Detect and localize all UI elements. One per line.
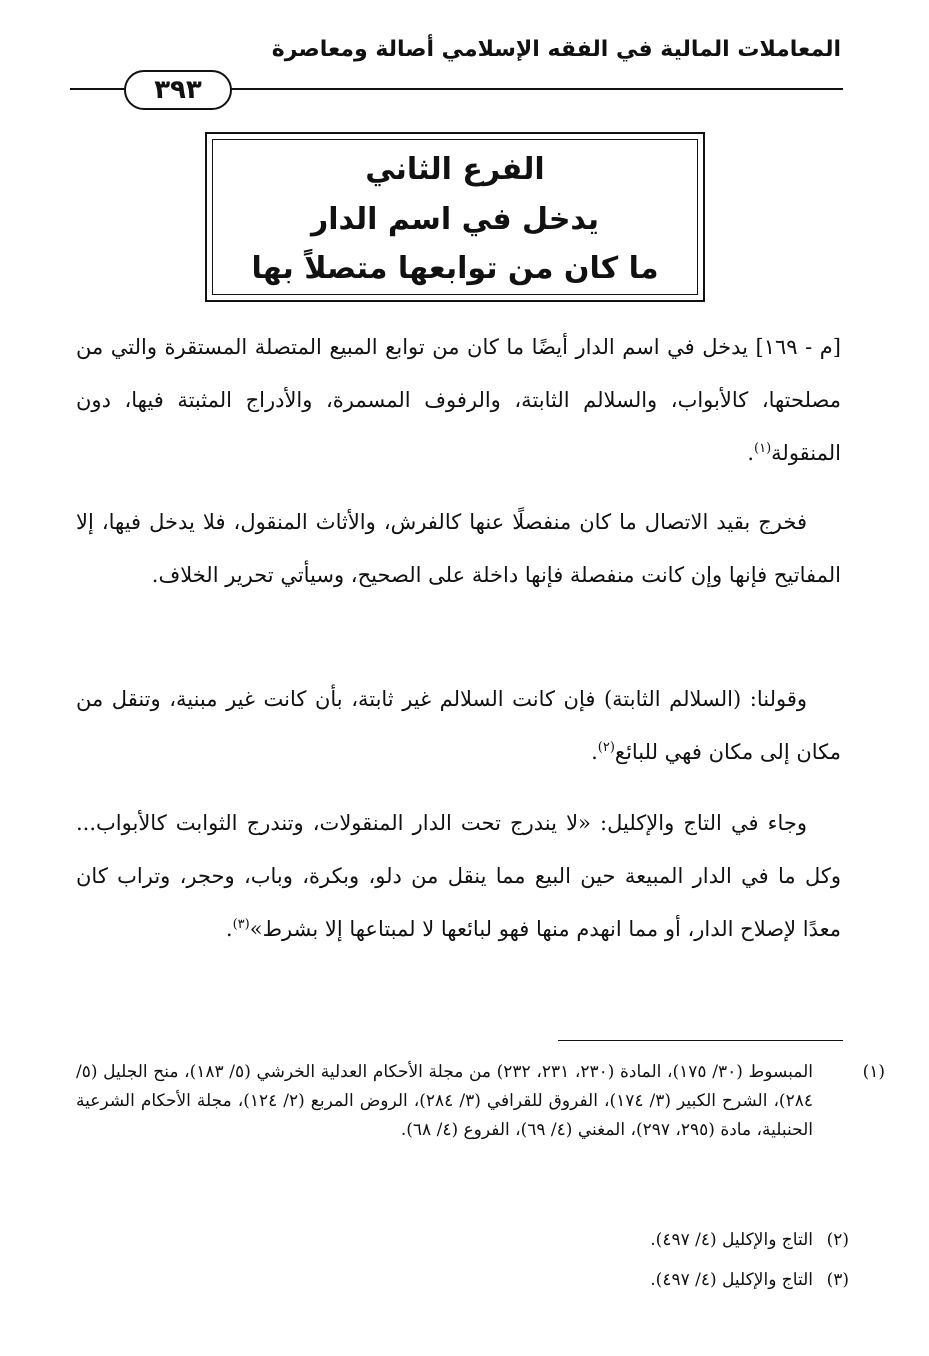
footnote-3-text: التاج والإكليل (٤/ ٤٩٧).	[650, 1270, 813, 1290]
section-title-inner-frame	[212, 139, 698, 295]
section-title-line-3: ما كان من توابعها متصلاً بها	[251, 251, 659, 286]
footnote-ref-1: (١)	[754, 441, 772, 456]
section-title-line-2: يدخل في اسم الدار	[310, 202, 600, 237]
header-rule-left	[70, 88, 126, 90]
footnote-3-marker: (٣)	[826, 1270, 849, 1290]
footnote-2-text: التاج والإكليل (٤/ ٤٩٧).	[650, 1230, 813, 1250]
body-paragraph-1	[76, 321, 841, 480]
footnote-separator	[558, 1040, 843, 1041]
paragraph-1-text: [م - ١٦٩] يدخل في اسم الدار أيضًا ما كان من توابع المبيع المتصلة المستقرة والتي من مصلحتها، كالأبواب، والسلالم الثابتة، والرفوف المسمرة، والأدراج المثبتة فيها، دون المنقولة	[76, 335, 841, 465]
paragraph-3-end: .	[591, 740, 598, 764]
running-header-title: المعاملات المالية في الفقه الإسلامي أصالة ومعاصرة	[271, 37, 841, 62]
footnote-2-marker: (٢)	[826, 1230, 849, 1250]
paragraph-3-text: وقولنا: (السلالم الثابتة) فإن كانت السلالم غير ثابتة، بأن كانت غير مبنية، وتنقل من مكان إلى مكان فهي للبائع	[76, 687, 841, 764]
footnote-1-marker: (١)	[862, 1062, 886, 1082]
body-paragraph-2	[76, 496, 841, 602]
paragraph-2-text: فخرج بقيد الاتصال ما كان منفصلًا عنها كالفرش، والأثاث المنقول، فلا يدخل فيها، إلا المفاتيح فإنها وإن كانت منفصلة فإنها داخلة على الصحيح، وسيأتي تحرير الخلاف.	[76, 510, 841, 587]
footnote-2	[76, 1226, 849, 1255]
footnote-ref-2: (٢)	[597, 740, 615, 755]
body-paragraph-3	[76, 673, 841, 779]
paragraph-4-end: .	[225, 917, 233, 941]
footnote-3	[76, 1266, 849, 1295]
section-title-box	[205, 132, 705, 302]
footnote-1	[76, 1058, 886, 1145]
paragraph-4-text: وجاء في التاج والإكليل: «لا يندرج تحت الدار المنقولات، وتندرج الثوابت كالأبواب... وكل ما في الدار المبيعة حين البيع مما ينقل من دلو، وبكرة، وباب، وحجر، وتراب كان معدًا لإصلاح الدار، أو مما انهدم منها فهو لبائعها لا لمبتاعها إلا بشرط»	[76, 811, 841, 941]
body-paragraph-4	[76, 797, 841, 956]
page-number: ٣٩٣	[124, 70, 232, 110]
footnote-ref-3: (٣)	[232, 917, 250, 932]
paragraph-1-end: .	[747, 441, 755, 465]
footnote-1-text: المبسوط (٣٠/ ١٧٥)، المادة (٢٣٠، ٢٣١، ٢٣٢) من مجلة الأحكام العدلية الخرشي (٥/ ١٨٣)، منح الجليل (٥/ ٢٨٤)، الشرح الكبير (٣/ ١٧٤)، الفروق للقرافي (٣/ ٢٨٤)، الروض المربع (٢/ ١٢٤)، مجلة الأحكام الشرعية الحنبلية، مادة (٢٩٥، ٢٩٧)، المغني (٤/ ٦٩)، الفروع (٤/ ٦٨).	[76, 1062, 814, 1140]
section-title-line-1: الفرع الثاني	[365, 152, 545, 187]
header-rule-right	[230, 88, 843, 90]
